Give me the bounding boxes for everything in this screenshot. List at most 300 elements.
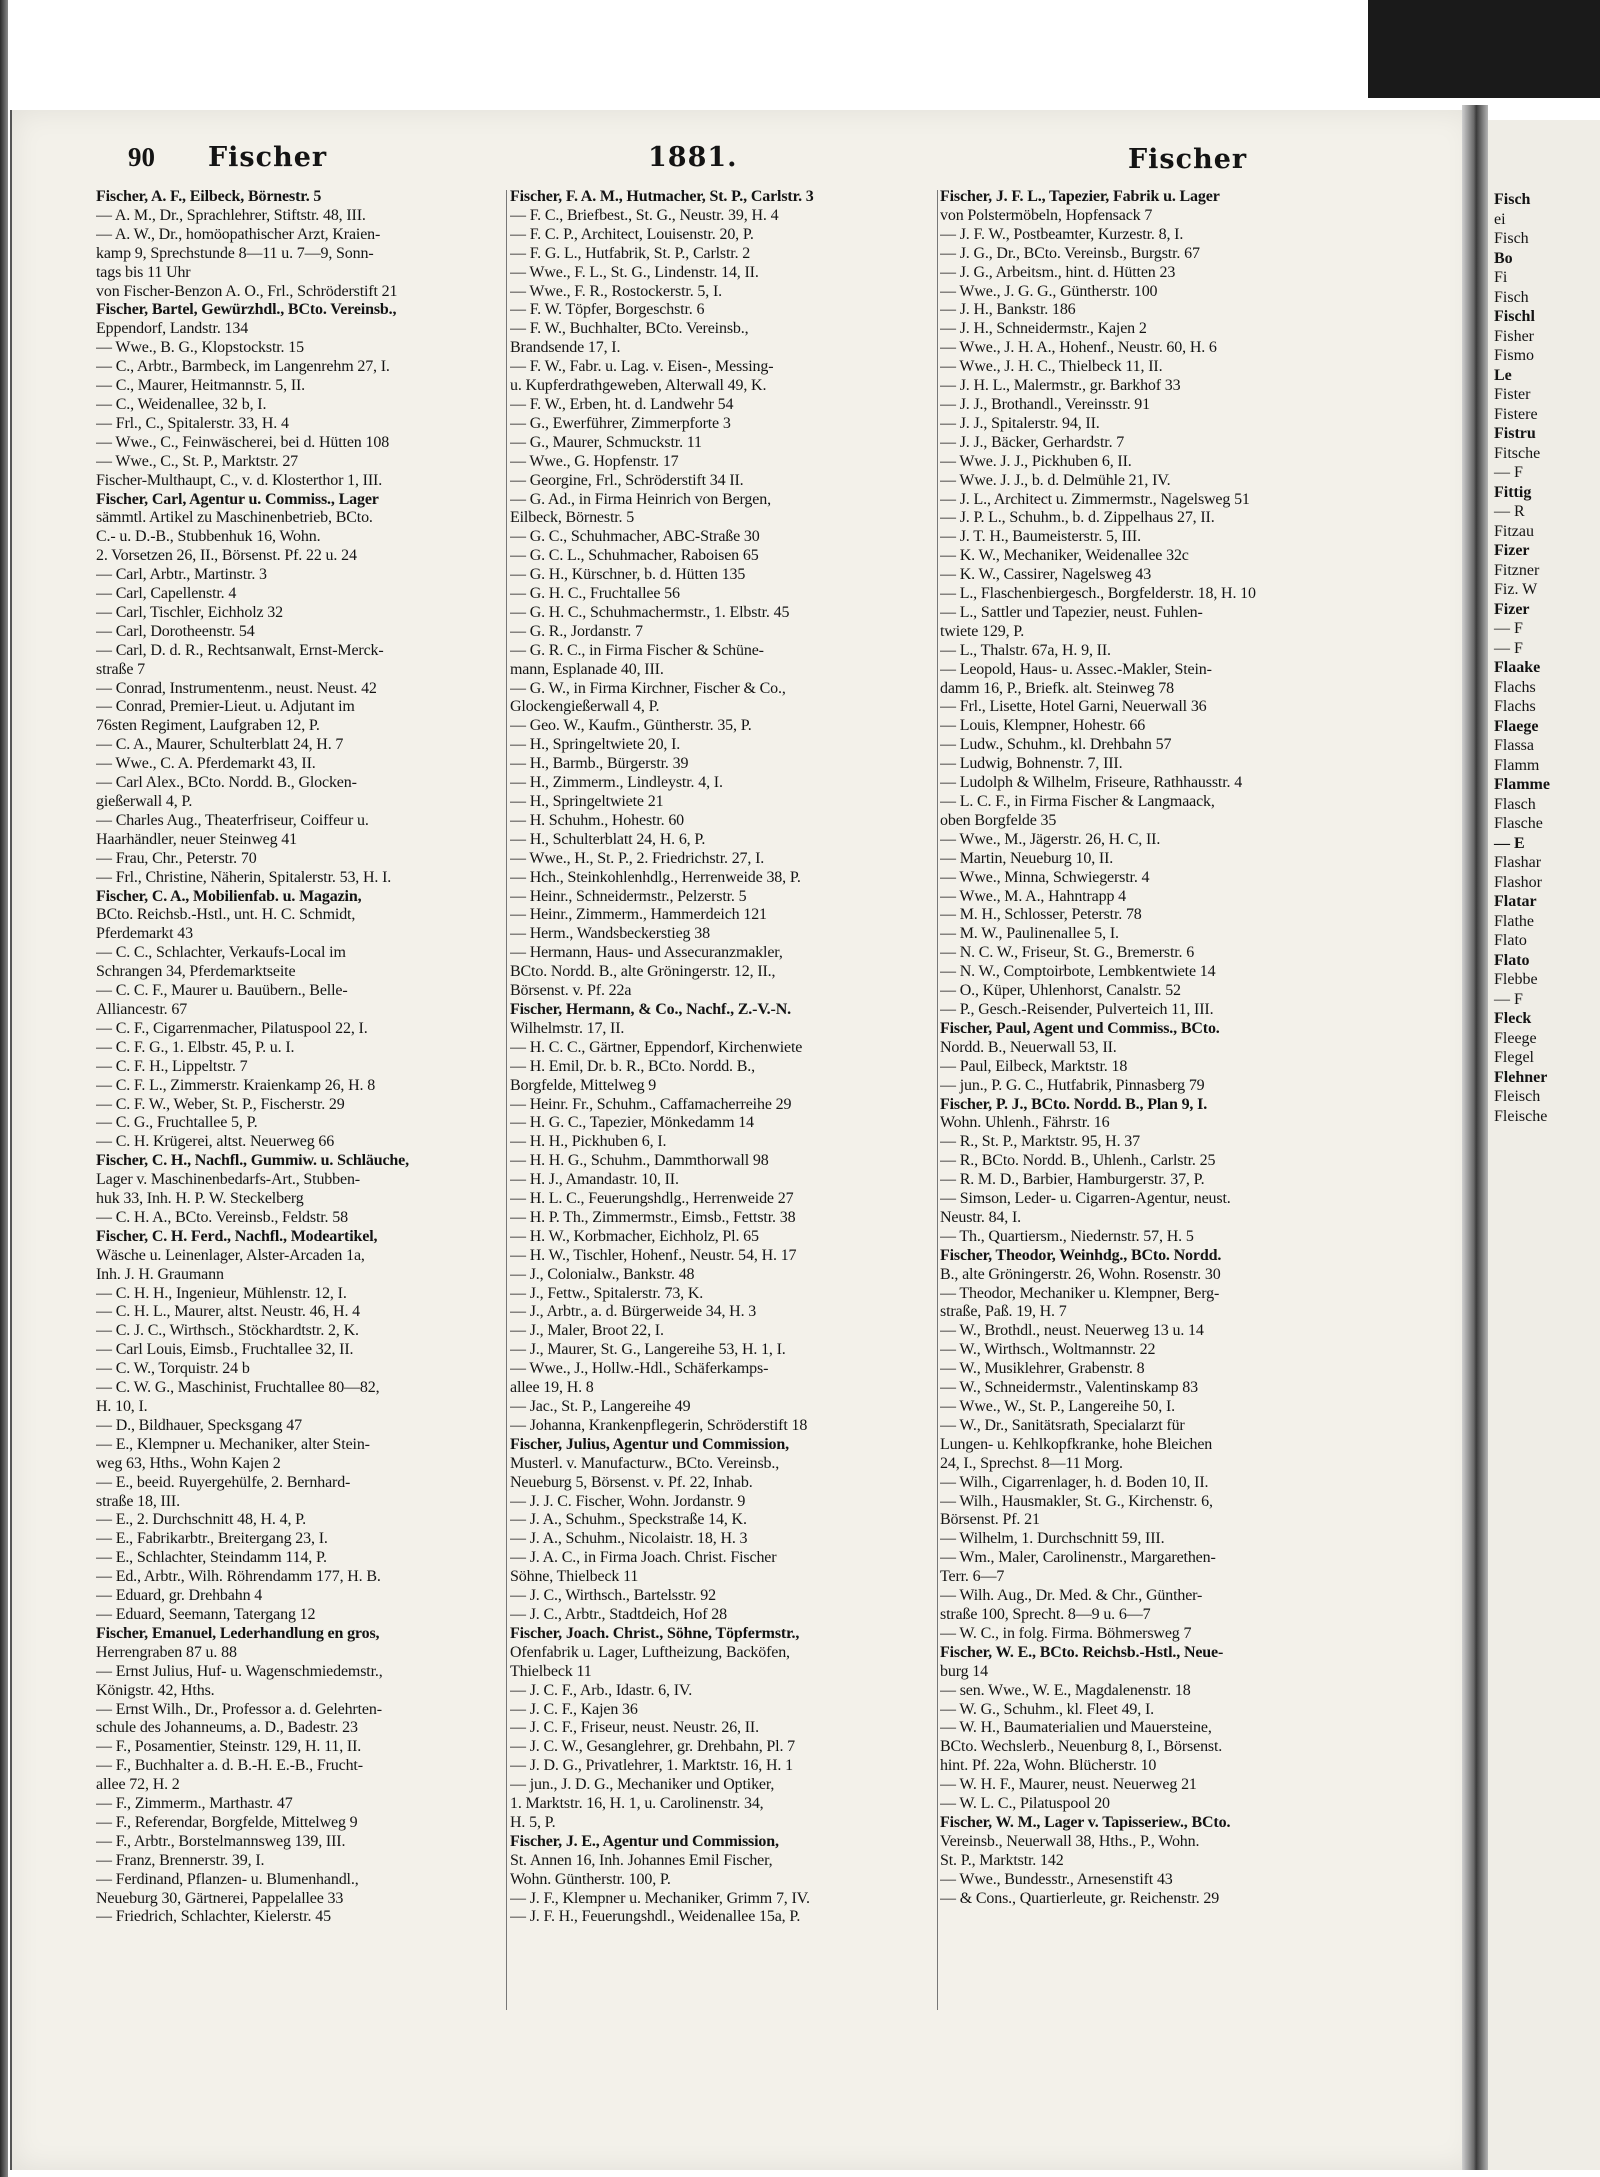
entry-line: — Carl Louis, Eimsb., Fruchtallee 32, II. <box>96 1341 354 1359</box>
entry-heading: Fischer, J. F. L., Tapezier, Fabrik u. Lager <box>940 188 1220 205</box>
entry-line: — Frau, Chr., Peterstr. 70 <box>96 849 257 867</box>
next-page-fragment: Flasche <box>1494 815 1543 832</box>
entry-line: — E., 2. Durchschnitt 48, H. 4, P. <box>96 1511 307 1529</box>
next-page-fragment: — F <box>1494 620 1523 637</box>
entry-line: — Ludw., Schuhm., kl. Drehbahn 57 <box>940 736 1172 754</box>
entry-line: — Wwe., C., Feinwäscherei, bei d. Hütten 108 <box>96 433 390 451</box>
entry-line: — W., Brothdl., neust. Neuerweg 13 u. 14 <box>940 1322 1204 1340</box>
entry-line: — G. W., in Firma Kirchner, Fischer & Co., <box>510 679 786 697</box>
entry-line: Lager v. Maschinenbedarfs-Art., Stubben- <box>96 1171 360 1189</box>
entry-line: — C. F. H., Lippeltstr. 7 <box>96 1057 248 1075</box>
entry-line: — R. M. D., Barbier, Hamburgerstr. 37, P. <box>940 1171 1205 1189</box>
next-page-fragment: Fisch <box>1494 191 1531 208</box>
entry-line: — H. P. Th., Zimmermstr., Eimsb., Fettstr. 38 <box>510 1208 796 1226</box>
entry-line: BCto. Reichsb.-Hstl., unt. H. C. Schmidt, <box>96 906 356 924</box>
entry-line: — Wwe., G. Hopfenstr. 17 <box>510 452 679 470</box>
next-page-fragment: Fisch <box>1494 230 1529 247</box>
entry-heading: Fischer, C. A., Mobilienfab. u. Magazin, <box>96 887 362 905</box>
entry-line: Börsenst. Pf. 21 <box>940 1511 1040 1529</box>
entry-line: — M. W., Paulinenallee 5, I. <box>940 925 1119 943</box>
entry-line: Eppendorf, Landstr. 134 <box>96 320 249 338</box>
entry-line: — F., Posamentier, Steinstr. 129, H. 11, II. <box>96 1738 362 1756</box>
entry-line: Terr. 6—7 <box>940 1568 1005 1586</box>
entry-line: — Wwe., J., Hollw.-Hdl., Schäferkamps- <box>510 1360 769 1378</box>
entry-line: — Simson, Leder- u. Cigarren-Agentur, neust. <box>940 1190 1231 1208</box>
column-rule <box>937 190 938 2010</box>
entry-line: — R., St. P., Marktstr. 95, H. 37 <box>940 1133 1140 1151</box>
next-page-fragment: Flatar <box>1494 893 1537 910</box>
entry-line: — Hermann, Haus- und Assecuranzmakler, <box>510 944 783 962</box>
entry-line: — G., Ewerführer, Zimmerpforte 3 <box>510 414 731 432</box>
entry-line: mann, Esplanade 40, III. <box>510 660 664 678</box>
entry-line: — Leopold, Haus- u. Assec.-Makler, Stein- <box>940 660 1212 678</box>
next-page-fragment: ei <box>1494 210 1506 228</box>
entry-line: — G. R. C., in Firma Fischer & Schüne- <box>510 641 764 659</box>
entry-line: — J. G., Arbeitsm., hint. d. Hütten 23 <box>940 263 1176 281</box>
entry-line: — C. F. W., Weber, St. P., Fischerstr. 29 <box>96 1095 345 1113</box>
entry-line: — J. C. F., Kajen 36 <box>510 1700 638 1718</box>
next-page-fragment: Flehner <box>1494 1068 1548 1086</box>
column-rule <box>506 190 507 2010</box>
entry-line: 24, I., Sprechst. 8—11 Morg. <box>940 1454 1123 1472</box>
next-page-fragment: Fister <box>1494 386 1531 403</box>
entry-line: — J., Fettw., Spitalerstr. 73, K. <box>510 1284 704 1302</box>
next-page-fragment: Fleische <box>1494 1107 1548 1125</box>
next-page-edge <box>1488 120 1600 2170</box>
entry-line: — H., Zimmerm., Lindleystr. 4, I. <box>510 774 723 792</box>
entry-line: Musterl. v. Manufacturw., BCto. Vereinsb., <box>510 1454 780 1472</box>
entry-line: — Louis, Klempner, Hohestr. 66 <box>940 717 1146 735</box>
directory-column-2 <box>510 188 936 2158</box>
entry-line: — L. C. F., in Firma Fischer & Langmaack, <box>940 793 1215 810</box>
entry-line: — W., Musiklehrer, Grabenstr. 8 <box>940 1360 1145 1378</box>
entry-line: — Conrad, Instrumentenm., neust. Neust. 42 <box>96 679 377 697</box>
entry-line: Lungen- u. Kehlkopfkranke, hohe Bleichen <box>940 1435 1213 1453</box>
entry-line: — H. L. C., Feuerungshdlg., Herrenweide 27 <box>510 1190 794 1208</box>
page-number: 90 <box>128 142 155 172</box>
entry-line: — N. W., Comptoirbote, Lembkentwiete 14 <box>940 963 1216 981</box>
entry-line: — C. F. L., Zimmerstr. Kraienkamp 26, H. 8 <box>96 1076 376 1094</box>
entry-line: — Ferdinand, Pflanzen- u. Blumenhandl., <box>96 1870 359 1888</box>
entry-line: twiete 129, P. <box>940 622 1025 640</box>
entry-line: sämmtl. Artikel zu Maschinenbetrieb, BCto. <box>96 509 373 527</box>
book-gutter <box>1462 105 1488 2170</box>
entry-line: — J. C., Arbtr., Stadtdeich, Hof 28 <box>510 1605 727 1623</box>
entry-line: Wäsche u. Leinenlager, Alster-Arcaden 1a, <box>96 1246 365 1264</box>
entry-line: Neueburg 30, Gärtnerei, Pappelallee 33 <box>96 1889 344 1907</box>
next-page-fragment: — F <box>1494 990 1523 1008</box>
entry-line: — J. D. G., Privatlehrer, 1. Marktstr. 16, H. 1 <box>510 1757 793 1775</box>
next-page-fragment: Flasch <box>1494 795 1536 813</box>
entry-line: oben Borgfelde 35 <box>940 811 1057 829</box>
entry-line: — J., Arbtr., a. d. Bürgerweide 34, H. 3 <box>510 1303 757 1321</box>
entry-heading: Fischer, F. A. M., Hutmacher, St. P., Carlstr. 3 <box>510 188 814 205</box>
entry-line: St. Annen 16, Inh. Johannes Emil Fischer, <box>510 1851 773 1869</box>
entry-line: — C. C., Schlachter, Verkaufs-Local im <box>96 944 346 962</box>
entry-line: schule des Johanneums, a. D., Badestr. 23 <box>96 1719 358 1737</box>
entry-line: Neueburg 5, Börsenst. v. Pf. 22, Inhab. <box>510 1473 753 1491</box>
entry-line: — Wwe., M., Jägerstr. 26, H. C, II. <box>940 830 1161 848</box>
next-page-fragment: Fleck <box>1494 1010 1532 1027</box>
entry-line: B., alte Gröningerstr. 26, Wohn. Rosenstr. 30 <box>940 1265 1221 1283</box>
entry-line: — Charles Aug., Theaterfriseur, Coiffeur u. <box>96 811 369 829</box>
entry-line: — H., Barmb., Bürgerstr. 39 <box>510 755 689 773</box>
entry-line: BCto. Wechslerb., Neuenburg 8, I., Börsenst. <box>940 1738 1223 1756</box>
entry-line: — H. G. C., Tapezier, Mönkedamm 14 <box>510 1114 754 1132</box>
entry-line: — G. C., Schuhmacher, ABC-Straße 30 <box>510 528 760 546</box>
entry-heading: Fischer, C. H. Ferd., Nachfl., Modeartikel, <box>96 1227 378 1245</box>
entry-line: straße 100, Sprecht. 8—9 u. 6—7 <box>940 1605 1151 1623</box>
entry-line: Ofenfabrik u. Lager, Luftheizung, Backöfen, <box>510 1643 790 1661</box>
next-page-fragment: Flegel <box>1494 1049 1534 1066</box>
entry-line: — L., Sattler und Tapezier, neust. Fuhlen- <box>940 603 1203 621</box>
next-page-fragment: Fischl <box>1494 308 1535 325</box>
entry-line: — J. F. H., Feuerungshdl., Weidenallee 15a, P. <box>510 1908 801 1926</box>
entry-line: — jun., J. D. G., Mechaniker und Optiker, <box>510 1776 775 1794</box>
entry-line: — Th., Quartiersm., Niedernstr. 57, H. 5 <box>940 1227 1194 1245</box>
entry-line: — Ludwig, Bohnenstr. 7, III. <box>940 755 1123 773</box>
next-page-fragment: Flamm <box>1494 756 1540 774</box>
next-page-fragment: Fisch <box>1494 288 1529 306</box>
entry-heading: Fischer, Theodor, Weinhdg., BCto. Nordd. <box>940 1246 1222 1264</box>
entry-line: — Carl Alex., BCto. Nordd. B., Glocken- <box>96 774 357 792</box>
scan-edge <box>0 0 8 2177</box>
next-page-fragment: Flachs <box>1494 678 1536 696</box>
entry-line: — E., beeid. Ruyergehülfe, 2. Bernhard- <box>96 1473 351 1491</box>
entry-line: Pferdemarkt 43 <box>96 925 193 943</box>
entry-line: — H. H., Pickhuben 6, I. <box>510 1133 667 1151</box>
entry-line: — sen. Wwe., W. E., Magdalenenstr. 18 <box>940 1681 1191 1699</box>
entry-line: — E., Schlachter, Steindamm 114, P. <box>96 1549 327 1567</box>
entry-line: — Wwe., Minna, Schwiegerstr. 4 <box>940 868 1150 886</box>
entry-line: — J. F., Klempner u. Mechaniker, Grimm 7, IV. <box>510 1889 810 1907</box>
next-page-fragment: Bo <box>1494 249 1513 267</box>
entry-line: — K. W., Mechaniker, Weidenallee 32c <box>940 547 1189 565</box>
entry-line: straße 7 <box>96 660 146 678</box>
entry-line: tags bis 11 Uhr <box>96 263 191 281</box>
entry-line: — F. G. L., Hutfabrik, St. P., Carlstr. 2 <box>510 244 751 262</box>
running-head-left: Fischer <box>208 142 328 173</box>
entry-line: — Frl., C., Spitalerstr. 33, H. 4 <box>96 414 289 432</box>
entry-line: — Wwe., H., St. P., 2. Friedrichstr. 27, I. <box>510 849 765 867</box>
entry-line: — Carl, Tischler, Eichholz 32 <box>96 603 283 621</box>
entry-line: — Carl, Dorotheenstr. 54 <box>96 622 255 640</box>
entry-line: Wohn. Güntherstr. 100, P. <box>510 1870 671 1888</box>
entry-line: Herrengraben 87 u. 88 <box>96 1643 237 1661</box>
next-page-fragment: Flassa <box>1494 737 1534 754</box>
entry-line: — F. W. Töpfer, Borgeschstr. 6 <box>510 301 705 319</box>
entry-line: von Polstermöbeln, Hopfensack 7 <box>940 206 1153 224</box>
next-page-fragment: Flashor <box>1494 873 1542 891</box>
next-page-fragment: Fistere <box>1494 405 1538 423</box>
entry-line: — W., Dr., Sanitätsrath, Specialarzt für <box>940 1416 1185 1434</box>
entry-heading: Fischer, P. J., BCto. Nordd. B., Plan 9, I. <box>940 1095 1208 1113</box>
next-page-fragment: Fiz. W <box>1494 581 1538 598</box>
entry-line: — Ernst Julius, Huf- u. Wagenschmiedemstr., <box>96 1662 383 1680</box>
entry-line: — Wwe. J. J., Pickhuben 6, II. <box>940 452 1132 470</box>
entry-line: — H. Emil, Dr. b. R., BCto. Nordd. B., <box>510 1057 755 1075</box>
entry-line: — F. W., Buchhalter, BCto. Vereinsb., <box>510 320 749 338</box>
entry-heading: Fischer, A. F., Eilbeck, Börnestr. 5 <box>96 188 322 205</box>
entry-line: — G. H., Kürschner, b. d. Hütten 135 <box>510 566 746 584</box>
next-page-fragment: Flaake <box>1494 659 1541 676</box>
entry-line: — E., Fabrikarbtr., Breitergang 23, I. <box>96 1530 328 1548</box>
entry-line: — C. C. F., Maurer u. Bauübern., Belle- <box>96 982 348 1000</box>
entry-line: — W., Schneidermstr., Valentinskamp 83 <box>940 1379 1198 1397</box>
entry-line: Nordd. B., Neuerwall 53, II. <box>940 1038 1117 1056</box>
entry-line: — J. H., Schneidermstr., Kajen 2 <box>940 320 1147 338</box>
next-page-fragment: Flachs <box>1494 698 1536 715</box>
entry-line: — Wwe., Bundesstr., Arnesenstift 43 <box>940 1870 1173 1888</box>
entry-line: — D., Bildhauer, Specksgang 47 <box>96 1416 302 1434</box>
entry-line: — C., Arbtr., Barmbeck, im Langenrehm 27, I. <box>96 358 390 376</box>
entry-line: — J. J., Brothandl., Vereinsstr. 91 <box>940 395 1151 413</box>
entry-line: — Carl, Arbtr., Martinstr. 3 <box>96 566 267 584</box>
next-page-fragment: Flathe <box>1494 912 1534 930</box>
next-page-fragment: Flato <box>1494 932 1527 949</box>
entry-line: — J. F. W., Postbeamter, Kurzestr. 8, I. <box>940 225 1184 243</box>
entry-line: Neustr. 84, I. <box>940 1208 1022 1226</box>
entry-line: — Wwe., J. G. G., Güntherstr. 100 <box>940 282 1158 300</box>
next-page-fragment: Fittig <box>1494 483 1532 501</box>
entry-line: Alliancestr. 67 <box>96 1000 188 1018</box>
entry-line: — F., Referendar, Borgfelde, Mittelweg 9 <box>96 1813 358 1831</box>
entry-line: — C. W., Torquistr. 24 b <box>96 1360 250 1378</box>
entry-line: — C., Maurer, Heitmannstr. 5, II. <box>96 377 306 395</box>
entry-line: — Hch., Steinkohlenhdlg., Herrenweide 38, P. <box>510 868 801 886</box>
entry-line: — Martin, Neueburg 10, II. <box>940 849 1114 867</box>
entry-line: — F. C. P., Architect, Louisenstr. 20, P. <box>510 225 754 243</box>
entry-heading: Fischer, Hermann, & Co., Nachf., Z.-V.-N. <box>510 1000 791 1018</box>
entry-heading: Fischer, J. E., Agentur und Commission, <box>510 1832 779 1850</box>
entry-line: — H. J., Amandastr. 10, II. <box>510 1171 679 1189</box>
entry-line: — O., Küper, Uhlenhorst, Canalstr. 52 <box>940 982 1181 1000</box>
entry-line: 76sten Regiment, Laufgraben 12, P. <box>96 717 320 735</box>
entry-line: — C. A., Maurer, Schulterblatt 24, H. 7 <box>96 736 344 754</box>
entry-line: — W., Wirthsch., Woltmannstr. 22 <box>940 1341 1156 1359</box>
entry-line: — G., Maurer, Schmuckstr. 11 <box>510 433 702 451</box>
entry-line: — Wwe., W., St. P., Langereihe 50, I. <box>940 1398 1176 1415</box>
entry-line: Brandsende 17, I. <box>510 339 621 357</box>
entry-line: — Frl., Lisette, Hotel Garni, Neuerwall 36 <box>940 698 1207 716</box>
next-page-fragment: — F <box>1494 639 1523 657</box>
entry-line: — H. Schuhm., Hohestr. 60 <box>510 811 685 829</box>
entry-line: — J. J., Spitalerstr. 94, II. <box>940 414 1100 432</box>
entry-line: — C. F., Cigarrenmacher, Pilatuspool 22, I. <box>96 1019 368 1037</box>
entry-line: — Eduard, Seemann, Tatergang 12 <box>96 1605 316 1623</box>
entry-line: — R., BCto. Nordd. B., Uhlenh., Carlstr. 25 <box>940 1152 1216 1170</box>
directory-column-1 <box>96 188 504 2158</box>
entry-line: straße 18, III. <box>96 1492 180 1510</box>
next-page-fragment: Fi <box>1494 269 1508 286</box>
entry-line: — G. Ad., in Firma Heinrich von Bergen, <box>510 490 771 508</box>
entry-line: — E., Klempner u. Mechaniker, alter Stein- <box>96 1435 370 1453</box>
next-page-fragment: Flebbe <box>1494 971 1538 988</box>
entry-line: Haarhändler, neuer Steinweg 41 <box>96 830 298 848</box>
entry-line: — A. W., Dr., homöopathischer Arzt, Kraien- <box>96 225 381 243</box>
entry-line: allee 19, H. 8 <box>510 1379 594 1397</box>
entry-line: — Heinr., Schneidermstr., Pelzerstr. 5 <box>510 887 747 905</box>
entry-line: — F., Buchhalter a. d. B.-H. E.-B., Frucht- <box>96 1757 363 1775</box>
entry-line: — C. H. Krügerei, altst. Neuerweg 66 <box>96 1133 335 1151</box>
entry-line: weg 63, Hths., Wohn Kajen 2 <box>96 1454 281 1472</box>
entry-line: — W. C., in folg. Firma. Böhmersweg 7 <box>940 1624 1192 1642</box>
entry-line: — J. H., Bankstr. 186 <box>940 301 1076 319</box>
entry-line: u. Kupferdrathgeweben, Alterwall 49, K. <box>510 377 767 395</box>
next-page-fragment: Fisher <box>1494 327 1534 345</box>
entry-line: Eilbeck, Börnestr. 5 <box>510 509 635 527</box>
next-page-fragment: — E <box>1494 834 1525 852</box>
entry-heading: Fischer, Joach. Christ., Söhne, Töpfermstr., <box>510 1624 800 1642</box>
entry-line: — Wwe., M. A., Hahntrapp 4 <box>940 887 1126 905</box>
next-page-fragment: Fizer <box>1494 542 1530 559</box>
entry-line: — Wm., Maler, Carolinenstr., Margarethen- <box>940 1549 1216 1567</box>
entry-line: — F. C., Briefbest., St. G., Neustr. 39, H. 4 <box>510 206 779 224</box>
entry-line: — H., Springeltwiete 21 <box>510 793 664 810</box>
page-header <box>0 142 1460 192</box>
next-page-fragment: Fistru <box>1494 425 1536 442</box>
entry-line: — J. C., Wirthsch., Bartelsstr. 92 <box>510 1587 716 1605</box>
entry-line: Borgfelde, Mittelweg 9 <box>510 1076 657 1094</box>
entry-heading: Fischer, Julius, Agentur und Commission, <box>510 1435 789 1453</box>
entry-line: damm 16, P., Briefk. alt. Steinweg 78 <box>940 679 1174 697</box>
entry-line: — F. W., Erben, ht. d. Landwehr 54 <box>510 395 734 413</box>
entry-line: — H., Springeltwiete 20, I. <box>510 736 681 754</box>
entry-line: kamp 9, Sprechstunde 8—11 u. 7—9, Sonn- <box>96 244 374 262</box>
next-page-fragment: Flaege <box>1494 717 1539 735</box>
entry-line: — Wwe., C., St. P., Marktstr. 27 <box>96 452 299 470</box>
entry-line: — Wilh., Hausmakler, St. G., Kirchenstr. 6, <box>940 1492 1213 1510</box>
entry-line: — J. A., Schuhm., Nicolaistr. 18, H. 3 <box>510 1530 748 1548</box>
entry-line: — C. H. H., Ingenieur, Mühlenstr. 12, I. <box>96 1284 347 1302</box>
entry-line: — Ludolph & Wilhelm, Friseure, Rathhausstr. 4 <box>940 774 1243 792</box>
entry-line: — J., Maurer, St. G., Langereihe 53, H. 1, I. <box>510 1341 786 1359</box>
entry-line: — J. A., Schuhm., Speckstraße 14, K. <box>510 1511 747 1529</box>
next-page-fragment: Fitsche <box>1494 444 1541 462</box>
entry-heading: Fischer, W. M., Lager v. Tapisseriew., BCto. <box>940 1813 1231 1831</box>
entry-line: — Carl, Capellenstr. 4 <box>96 585 237 603</box>
entry-line: — G. H. C., Fruchtallee 56 <box>510 585 680 603</box>
entry-line: C.- u. D.-B., Stubbenhuk 16, Wohn. <box>96 528 321 546</box>
entry-line: — J. J. C. Fischer, Wohn. Jordanstr. 9 <box>510 1492 746 1510</box>
entry-line: — Ed., Arbtr., Wilh. Röhrendamm 177, H. B. <box>96 1568 381 1586</box>
entry-line: H. 10, I. <box>96 1398 148 1415</box>
next-page-fragments <box>1488 190 1600 1126</box>
entry-line: Thielbeck 11 <box>510 1662 592 1680</box>
entry-line: — L., Flaschenbiergesch., Borgfelderstr. 18, H. 10 <box>940 585 1256 603</box>
entry-line: Schrangen 34, Pferdemarktseite <box>96 963 296 981</box>
next-page-fragment: Fleege <box>1494 1029 1537 1047</box>
next-page-fragment: Flato <box>1494 951 1530 969</box>
entry-line: — Herm., Wandsbeckerstieg 38 <box>510 925 710 943</box>
entry-line: — jun., P. G. C., Hutfabrik, Pinnasberg 79 <box>940 1076 1205 1094</box>
entry-line: — Wilhelm, 1. Durchschnitt 59, III. <box>940 1530 1165 1548</box>
entry-line: 1. Marktstr. 16, H. 1, u. Carolinenstr. 34, <box>510 1795 764 1813</box>
entry-line: — J. P. L., Schuhm., b. d. Zippelhaus 27, II. <box>940 509 1215 527</box>
entry-line: — Wilh. Aug., Dr. Med. & Chr., Günther- <box>940 1587 1203 1605</box>
entry-line: — H. W., Tischler, Hohenf., Neustr. 54, H. 17 <box>510 1246 797 1264</box>
next-page-fragment: Le <box>1494 366 1512 384</box>
entry-line: Königstr. 42, Hths. <box>96 1681 215 1699</box>
entry-line: — W. G., Schuhm., kl. Fleet 49, I. <box>940 1700 1155 1718</box>
entry-line: — H. C. C., Gärtner, Eppendorf, Kirchenwiete <box>510 1038 803 1056</box>
running-head-right: Fischer <box>1128 144 1248 175</box>
next-page-fragment: Fitzau <box>1494 522 1534 540</box>
entry-line: BCto. Nordd. B., alte Gröningerstr. 12, II., <box>510 963 776 981</box>
directory-column-3 <box>940 188 1458 2158</box>
next-page-fragment: Flamme <box>1494 776 1550 793</box>
entry-line: — C., Weidenallee, 32 b, I. <box>96 395 267 413</box>
entry-line: — Jac., St. P., Langereihe 49 <box>510 1398 691 1415</box>
entry-line: — Wwe., C. A. Pferdemarkt 43, II. <box>96 755 316 773</box>
entry-heading: Fischer, W. E., BCto. Reichsb.-Hstl., Neue- <box>940 1643 1224 1661</box>
entry-line: — G. H. C., Schuhmachermstr., 1. Elbstr. 45 <box>510 603 790 621</box>
entry-heading: Fischer, Carl, Agentur u. Commiss., Lager <box>96 490 379 508</box>
next-page-fragment: — F <box>1494 464 1523 481</box>
entry-line: St. P., Marktstr. 142 <box>940 1851 1064 1869</box>
entry-line: H. 5, P. <box>510 1813 556 1831</box>
entry-line: — Wwe. J. J., b. d. Delmühle 21, IV. <box>940 471 1171 489</box>
entry-line: — M. H., Schlosser, Peterstr. 78 <box>940 906 1142 924</box>
entry-line: — Johanna, Krankenpflegerin, Schröderstift 18 <box>510 1416 808 1434</box>
entry-line: — N. C. W., Friseur, St. G., Bremerstr. 6 <box>940 944 1195 962</box>
entry-heading: Fischer, C. H., Nachfl., Gummiw. u. Schläuche, <box>96 1152 409 1170</box>
entry-line: — Carl, D. d. R., Rechtsanwalt, Ernst-Merck- <box>96 641 384 659</box>
entry-line: — J. G., Dr., BCto. Vereinsb., Burgstr. 67 <box>940 244 1200 262</box>
entry-line: Glockengießerwall 4, P. <box>510 698 660 716</box>
entry-line: — C. J. C., Wirthsch., Stöckhardtstr. 2, K. <box>96 1322 359 1340</box>
entry-line: — Eduard, gr. Drehbahn 4 <box>96 1587 263 1605</box>
entry-line: — Heinr. Fr., Schuhm., Caffamacherreihe 29 <box>510 1095 792 1113</box>
entry-line: — Wwe., F. R., Rostockerstr. 5, I. <box>510 282 722 300</box>
scanner-shadow <box>1368 0 1600 98</box>
entry-line: von Fischer-Benzon A. O., Frl., Schröderstift 21 <box>96 282 398 300</box>
entry-line: — Franz, Brennerstr. 39, I. <box>96 1851 265 1869</box>
entry-line: — & Cons., Quartierleute, gr. Reichenstr. 29 <box>940 1889 1220 1907</box>
entry-line: Inh. J. H. Graumann <box>96 1265 224 1283</box>
entry-line: — J. L., Architect u. Zimmermstr., Nagelsweg 51 <box>940 490 1250 508</box>
entry-line: Börsenst. v. Pf. 22a <box>510 982 632 1000</box>
entry-line: — Frl., Christine, Näherin, Spitalerstr. 53, H. I. <box>96 868 392 886</box>
entry-line: — C. H. A., BCto. Vereinsb., Feldstr. 58 <box>96 1208 348 1226</box>
entry-line: — C. F. G., 1. Elbstr. 45, P. u. I. <box>96 1038 295 1056</box>
entry-line: — Wwe., B. G., Klopstockstr. 15 <box>96 339 304 357</box>
entry-line: — Heinr., Zimmerm., Hammerdeich 121 <box>510 906 767 924</box>
entry-line: — C. G., Fruchtallee 5, P. <box>96 1114 258 1132</box>
entry-line: — Wwe., J. H. A., Hohenf., Neustr. 60, H. 6 <box>940 339 1217 357</box>
entry-heading: Fischer, Emanuel, Lederhandlung en gros, <box>96 1624 380 1642</box>
entry-line: allee 72, H. 2 <box>96 1776 180 1794</box>
entry-line: 2. Vorsetzen 26, II., Börsenst. Pf. 22 u. 24 <box>96 547 357 565</box>
entry-line: — W. L. C., Pilatuspool 20 <box>940 1795 1110 1813</box>
entry-line: — Friedrich, Schlachter, Kielerstr. 45 <box>96 1908 331 1926</box>
entry-line: straße, Paß. 19, H. 7 <box>940 1303 1067 1321</box>
entry-line: — K. W., Cassirer, Nagelsweg 43 <box>940 566 1152 584</box>
entry-line: — H. W., Korbmacher, Eichholz, Pl. 65 <box>510 1227 759 1245</box>
entry-line: — C. W. G., Maschinist, Fruchtallee 80—82, <box>96 1379 380 1397</box>
entry-line: Vereinsb., Neuerwall 38, Hths., P., Wohn. <box>940 1832 1200 1850</box>
entry-line: — P., Gesch.-Reisender, Pulverteich 11, III. <box>940 1000 1214 1018</box>
entry-line: — J. H. L., Malermstr., gr. Barkhof 33 <box>940 377 1181 395</box>
next-page-fragment: Fizer <box>1494 600 1530 618</box>
next-page-fragment: Fismo <box>1494 347 1535 364</box>
entry-line: gießerwall 4, P. <box>96 793 193 810</box>
entry-line: — Conrad, Premier-Lieut. u. Adjutant im <box>96 698 355 716</box>
entry-line: — Theodor, Mechaniker u. Klempner, Berg- <box>940 1284 1220 1302</box>
entry-line: — J. C. F., Arb., Idastr. 6, IV. <box>510 1681 693 1699</box>
entry-line: — J., Maler, Broot 22, I. <box>510 1322 664 1340</box>
entry-heading: Fischer, Paul, Agent und Commiss., BCto. <box>940 1019 1220 1037</box>
